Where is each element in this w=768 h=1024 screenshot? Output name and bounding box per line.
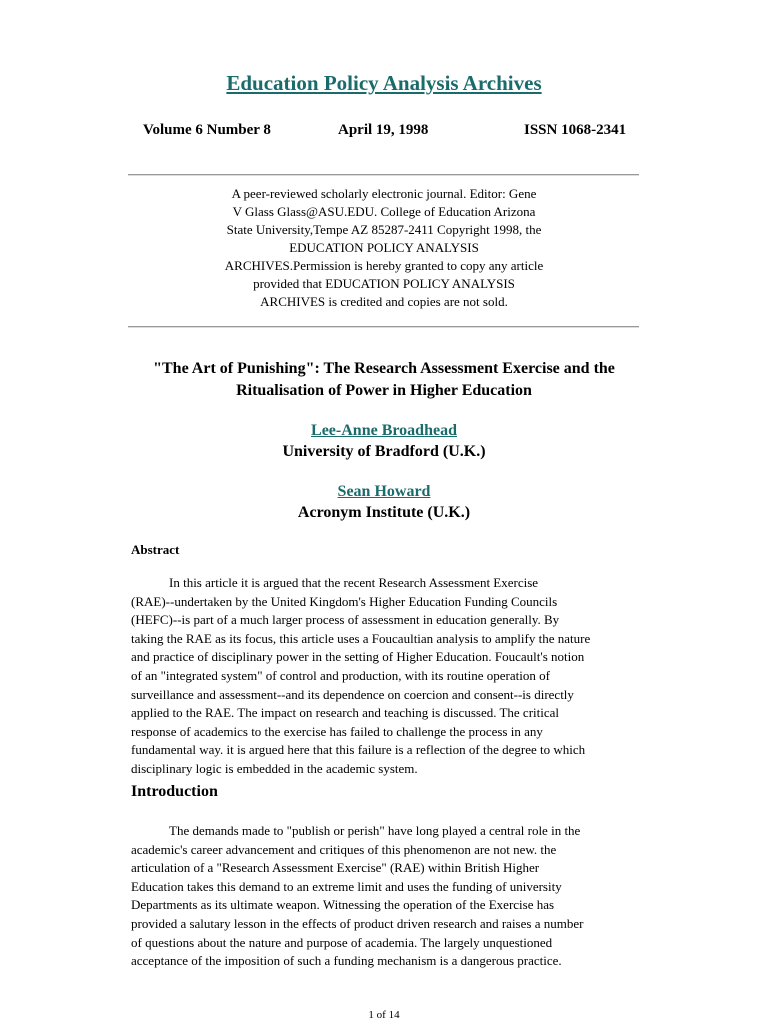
- blurb-line: State University,Tempe AZ 85287-2411 Copyright 1998, the: [226, 222, 542, 237]
- intro-line: The demands made to "publish or perish" have long played a central role in the: [169, 823, 581, 838]
- abstract-line: (HEFC)--is part of a much larger process of assessment in education generally. By: [131, 612, 560, 628]
- volume-number: Volume 6 Number 8: [143, 122, 271, 138]
- introduction-heading: Introduction: [131, 783, 218, 800]
- author-block: [0, 481, 768, 523]
- blurb-line: A peer-reviewed scholarly electronic journal. Editor: Gene: [231, 186, 537, 201]
- introduction-paragraph: [131, 822, 651, 971]
- intro-line: of questions about the nature and purpose of academia. The largely unquestioned: [131, 934, 553, 950]
- blurb-line: EDUCATION POLICY ANALYSIS: [289, 240, 479, 255]
- intro-line: articulation of a "Research Assessment Exercise" (RAE) within British Higher: [131, 860, 540, 876]
- abstract-line: (RAE)--undertaken by the United Kingdom's Higher Education Funding Councils: [131, 593, 558, 609]
- article-title-line: Ritualisation of Power in Higher Education: [236, 382, 532, 399]
- intro-line: Departments as its ultimate weapon. Witnessing the operation of the Exercise has: [131, 897, 555, 913]
- author-link-howard[interactable]: Sean Howard: [337, 483, 431, 500]
- author-affiliation: University of Bradford (U.K.): [282, 443, 486, 460]
- author-link-broadhead[interactable]: Lee-Anne Broadhead: [311, 422, 457, 439]
- page-number: 1 of 14: [368, 1009, 400, 1021]
- intro-line: provided a salutary lesson in the effects of product driven research and raises a number: [131, 915, 584, 931]
- issue-meta: [0, 122, 768, 142]
- abstract-line: and practice of disciplinary power in the setting of Higher Education. Foucault's notion: [131, 649, 585, 665]
- abstract-line: taking the RAE as its focus, this article uses a Foucaultian analysis to amplify the nature: [131, 630, 591, 646]
- article-title-line: "The Art of Punishing": The Research Assessment Exercise and the: [153, 360, 615, 377]
- author-affiliation: Acronym Institute (U.K.): [297, 504, 471, 521]
- abstract-line: of an "integrated system" of control and production, with its routine operation of: [131, 667, 550, 683]
- intro-line: Education takes this demand to an extreme limit and uses the funding of university: [131, 878, 562, 894]
- article-title: [0, 358, 768, 402]
- abstract-line: surveillance and assessment--and its dependence on coercion and consent--is directly: [131, 686, 574, 702]
- abstract-line: In this article it is argued that the recent Research Assessment Exercise: [169, 575, 539, 590]
- abstract-line: fundamental way. it is argued here that this failure is a reflection of the degree to which: [131, 742, 586, 758]
- blurb-line: ARCHIVES is credited and copies are not sold.: [260, 294, 508, 309]
- blurb-line: provided that EDUCATION POLICY ANALYSIS: [253, 276, 515, 291]
- divider-top: [128, 174, 639, 176]
- intro-line: academic's career advancement and critiques of this phenomenon are not new. the: [131, 841, 557, 857]
- author-block: [0, 420, 768, 462]
- abstract-heading: Abstract: [131, 542, 180, 557]
- abstract-line: response of academics to the exercise has failed to challenge the process in any: [131, 723, 543, 739]
- abstract-line: disciplinary logic is embedded in the academic system.: [131, 760, 418, 776]
- journal-title-link[interactable]: Education Policy Analysis Archives: [226, 71, 542, 95]
- issue-date: April 19, 1998: [338, 122, 429, 138]
- intro-line: acceptance of the imposition of such a funding mechanism is a dangerous practice.: [131, 953, 562, 969]
- abstract-line: applied to the RAE. The impact on research and teaching is discussed. The critical: [131, 705, 560, 721]
- blurb-line: V Glass Glass@ASU.EDU. College of Education Arizona: [232, 204, 536, 219]
- abstract-paragraph: [131, 574, 651, 779]
- blurb-line: ARCHIVES.Permission is hereby granted to copy any article: [224, 258, 544, 273]
- journal-blurb: [192, 185, 576, 311]
- issn: ISSN 1068-2341: [524, 122, 627, 138]
- divider-bottom: [128, 326, 639, 328]
